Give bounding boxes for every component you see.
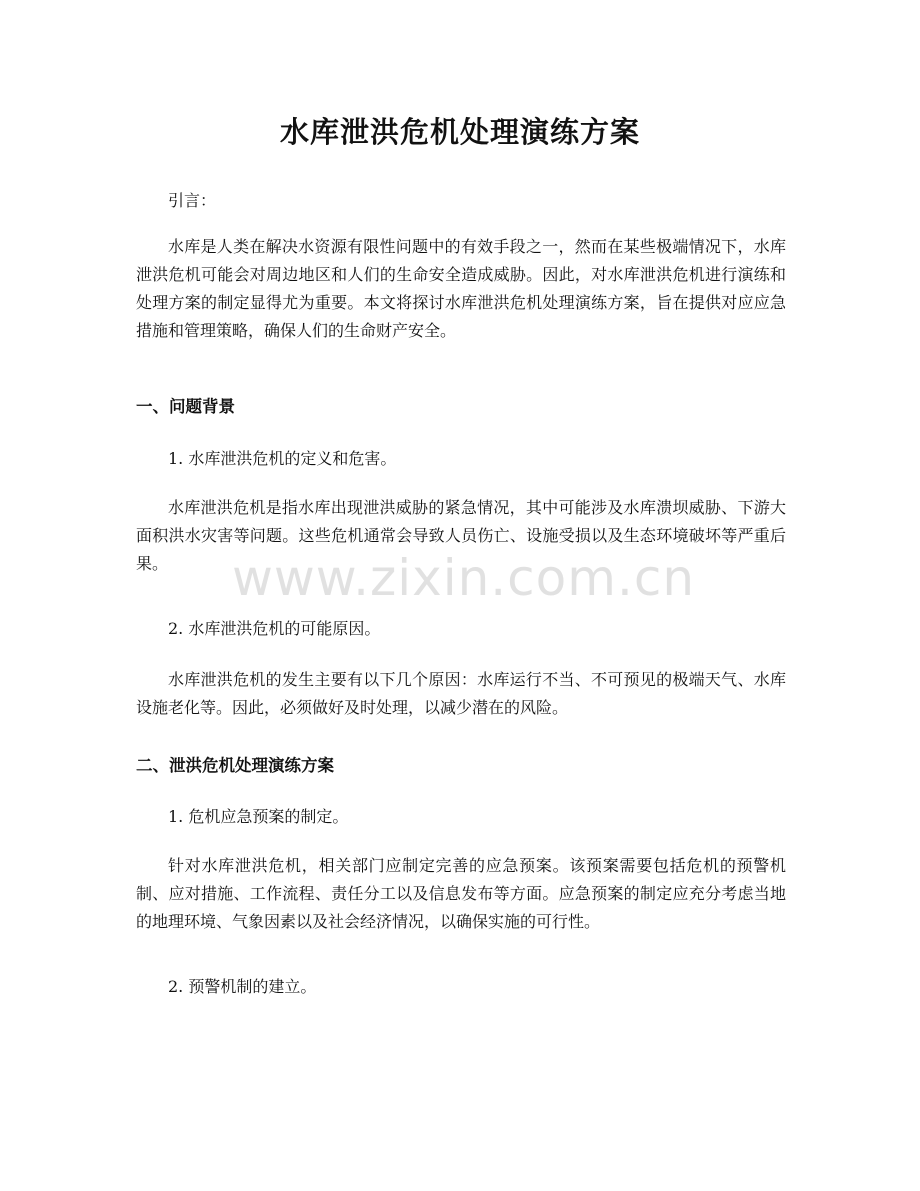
intro-paragraph: 水库是人类在解决水资源有限性问题中的有效手段之一，然而在某些极端情况下，水库泄洪危机可能会对周边地区和人们的生命安全造成威胁。因此，对水库泄洪危机进行演练和处理方案的制定显得尤为重要。本文将探讨水库泄洪危机处理演练方案，旨在提供对应应急措施和管理策略，确保人们的生命财产安全。	[136, 237, 786, 340]
section-2-heading: 二、泄洪危机处理演练方案	[136, 756, 334, 775]
section-1-item-1-title: 1. 水库泄洪危机的定义和危害。	[168, 449, 397, 468]
section-2-item-1-paragraph: 针对水库泄洪危机，相关部门应制定完善的应急预案。该预案需要包括危机的预警机制、应对措施、工作流程、责任分工以及信息发布等方面。应急预案的制定应充分考虑当地的地理环境、气象因素以及社会经济情况，以确保实施的可行性。	[136, 856, 786, 931]
intro-label: 引言：	[168, 191, 217, 210]
section-1-item-1-paragraph: 水库泄洪危机是指水库出现泄洪威胁的紧急情况，其中可能涉及水库溃坝威胁、下游大面积洪水灾害等问题。这些危机通常会导致人员伤亡、设施受损以及生态环境破坏等严重后果。	[136, 498, 786, 573]
section-1-item-2-title: 2. 水库泄洪危机的可能原因。	[168, 619, 381, 638]
section-1-heading: 一、问题背景	[136, 397, 235, 416]
section-2-item-2-title: 2. 预警机制的建立。	[168, 977, 317, 996]
section-2-item-1-title: 1. 危机应急预案的制定。	[168, 807, 349, 826]
section-1-item-2-paragraph: 水库泄洪危机的发生主要有以下几个原因：水库运行不当、不可预见的极端天气、水库设施老化等。因此，必须做好及时处理，以减少潜在的风险。	[136, 670, 786, 717]
watermark: www.zixin.com.cn	[232, 549, 696, 607]
document-title: 水库泄洪危机处理演练方案	[279, 115, 640, 149]
